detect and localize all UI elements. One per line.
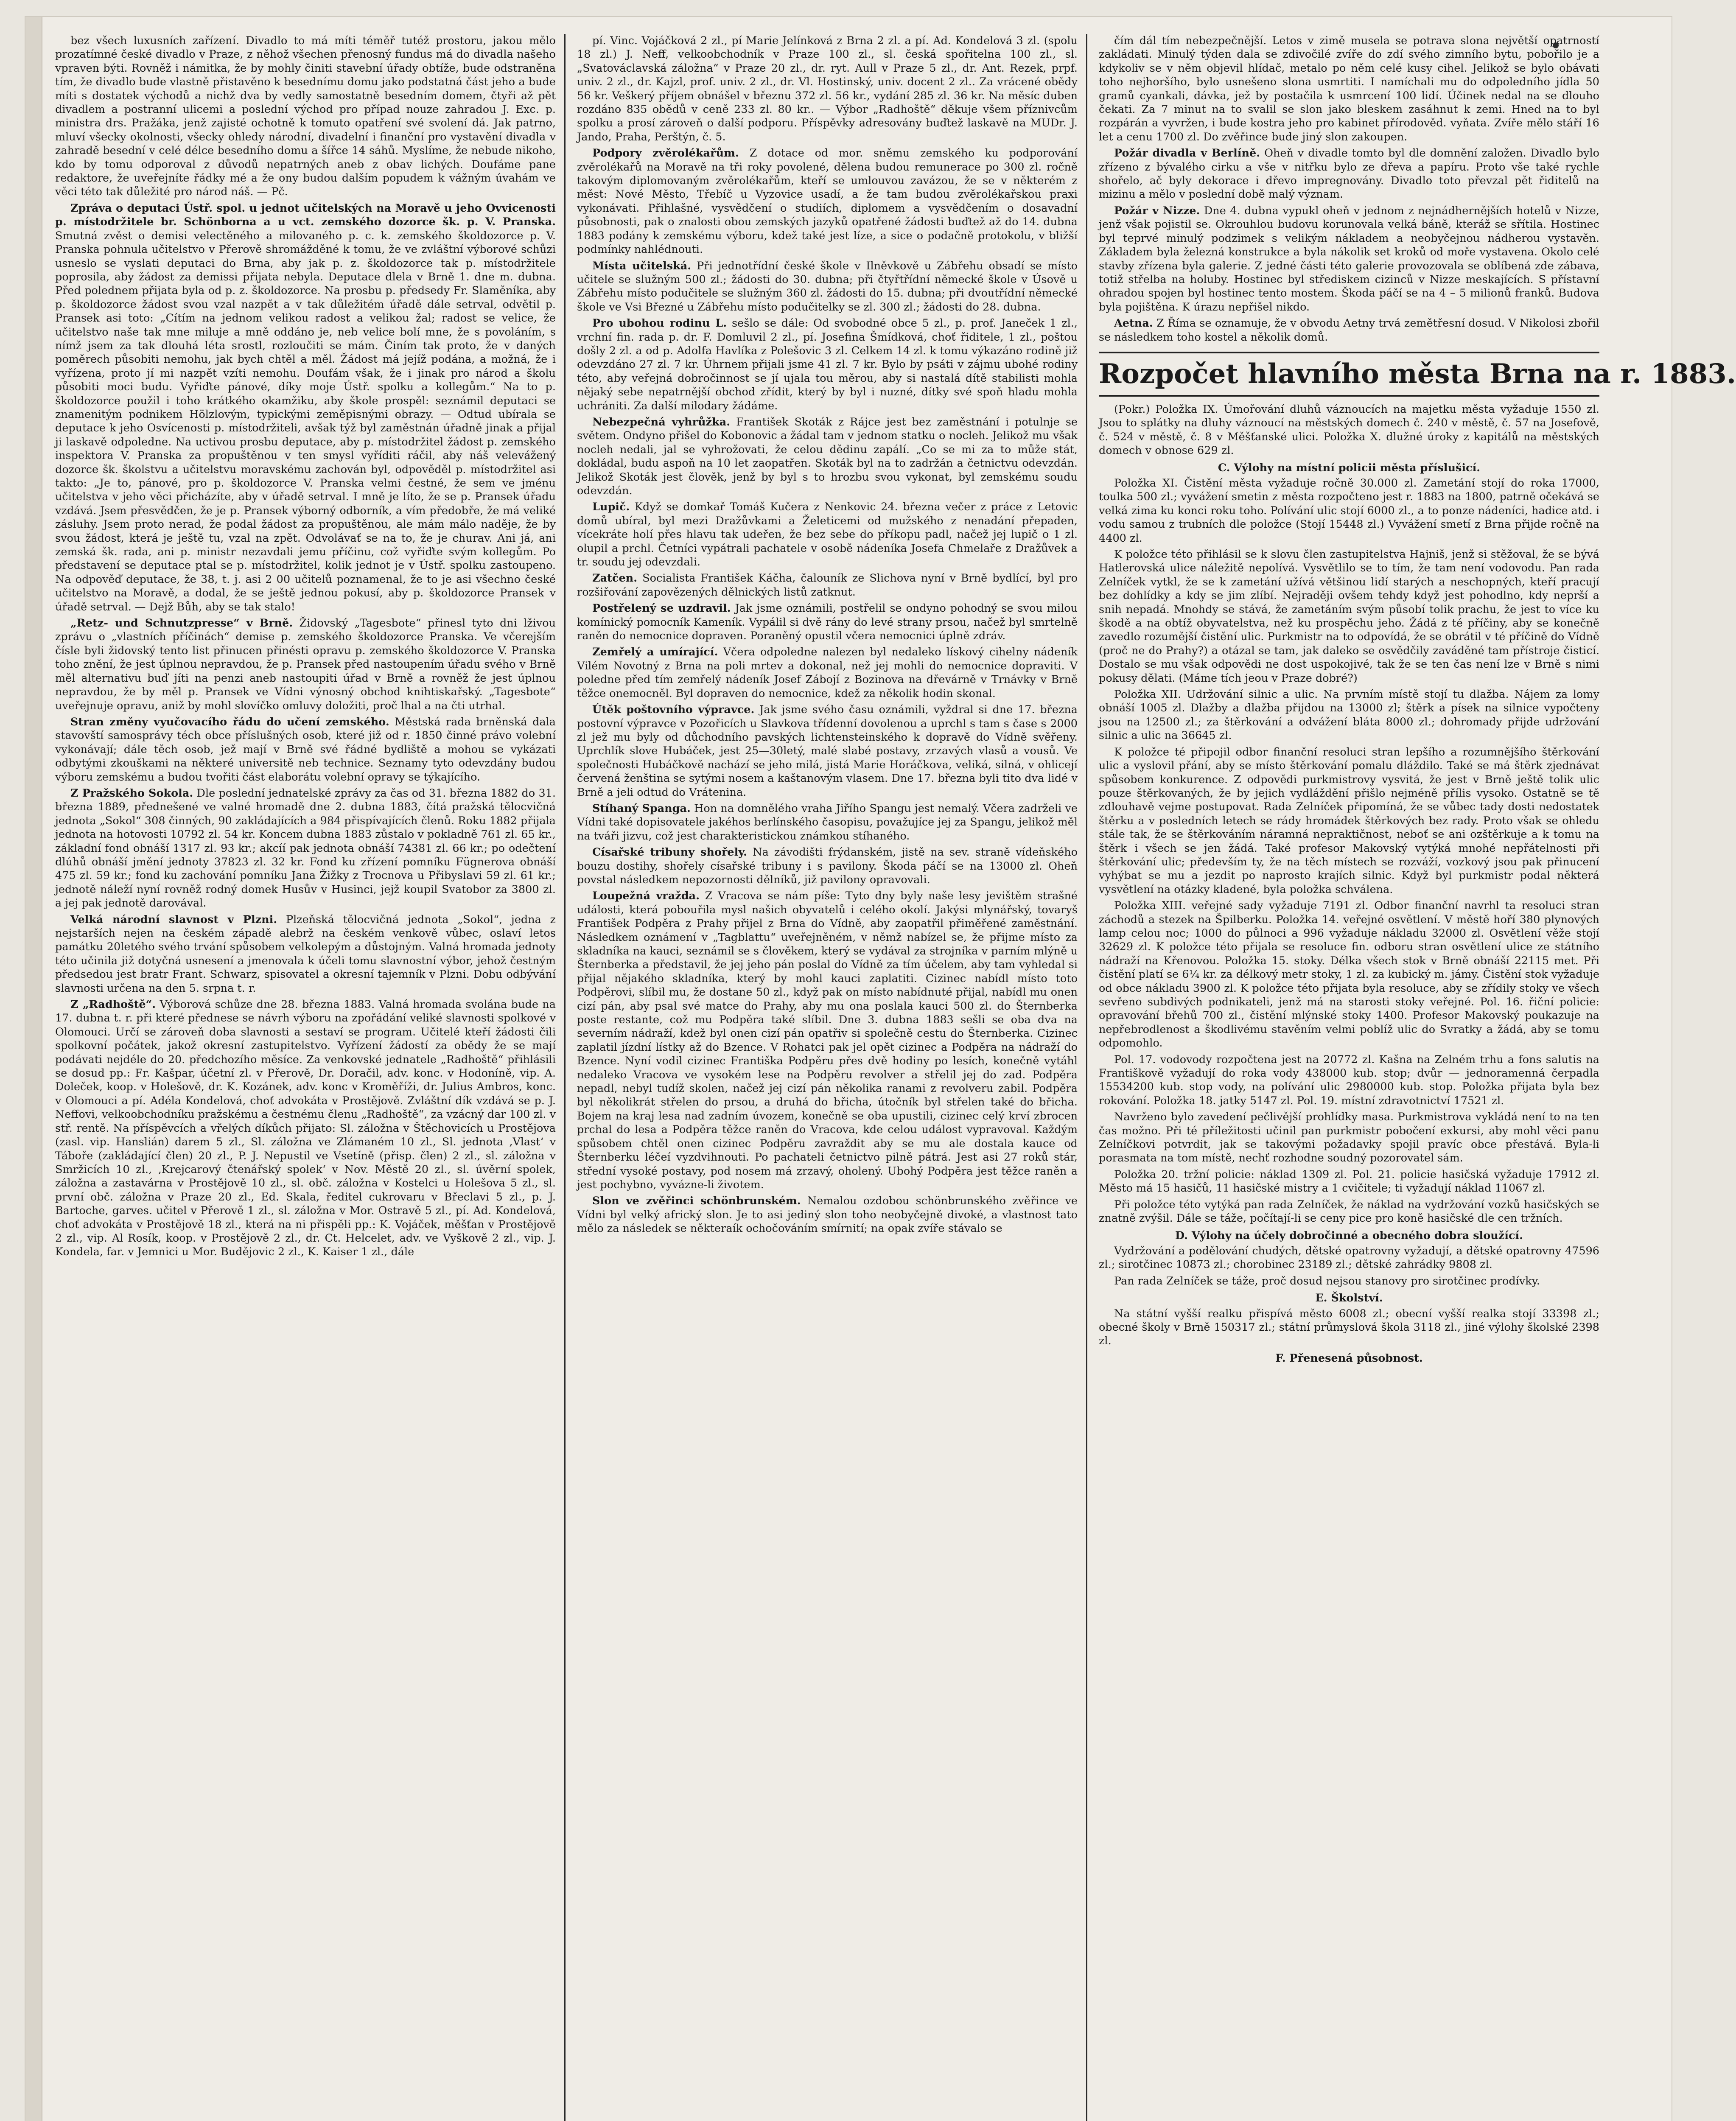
- article-body-text: Smutná zvěst o demisi velectěného a milovaného p. c. k. zemského školdozorce p. V. Pranska pohnula učitelstvo v Přerově shromážděné k tomu, že ve zvláštní výborové schůzi usneslo se vyslati deputaci do Brna, aby jak p. z. školdozorce tak p. místodržitele poprosila, aby žádost za demissi přijata nebyla. Deputace dlela v Brně 1. dne m. dubna. Před polednem přijata byla od p. z. školdozorce. Na prosbu p. předsedy Fr. Slaměníka, aby p. školdozorce žádost svou vzal nazpět a v tak důležitém úřadě dále setrval, odvětil p. Pransek asi toto: „Cítím na jednom velikou radost a velikou žal; radost se velice, že učitelstvo naše tak mne miluje a mně oddáno je, neb velice bolí mne, že s povoláním, s nímž jsem za tak dlouhá léta srostl, rozloučiti se mám. Činím tak proto, že v daných poměrech působiti nemohu, jak bych chtěl a měl. Žádost má jejíž podána, a možná, že i vyřízena, proto jí mi nazpět vzíti nemohu. Doufám však, že i jinak pro národ a školu působiti moci budu. Vyřiďte pánové, díky moje Ústř. spolku a kollegům.“ Na to p. školdozorce použil i toho krátkého okamžiku, aby škole prospěl: seznámil deputaci se znamenitým podnikem Hölzlovým, typickými zeměpisnými obrazy. — Odtud ubírala se deputace k jeho Osvícenosti p. místodržiteli, avšak týž byl zaměstnán úřadně jinak a přijal ji laskavě odpoledne. Na uctivou prosbu deputace, aby p. místodržitel žádost p. zemského inspektora V. Pranska za propuštěnou v ten smysl vyříditi ráčil, aby náš velevážený dozorce šk. školstvu a učitelstvu moravskému zachován byl, odpověděl p. místodržitel asi takto: „Je to, pánové, pro p. školdozorce V. Pranska velmi čestné, že sem ve jménu učitelstva v jeho věci přicházíte, aby v úřadě setrval. I mně je líto, že se p. Pransek úřadu vzdává. Jsem přesvědčen, že je p. Pransek výborný odborník, a vím předobře, že má veliké zásluhy. Jsem proto nerad, že podal žádost za propuštěnou, ale mám málo naděje, že by svou žádost, která je ještě tu, vzal na zpět. Odvolávať se na to, že je churav. Ani já, ani zemská šk. rada, ani p. ministr nezavdali jemu příčinu, což vyřiďte svým kollegům. Po představení se deputace ptal se p. místodržitel, kolik jednot je v Ústř. spolku zastoupeno. Na odpověď deputace, že 38, t. j. asi 2 00 učitelů poznamenal, že to je asi všechno české učitelstvo na Moravě, a dodal, že se ještě jednou pokusí, aby p. školdozorce Pransek v úřadě setrval. — Dejž Bůh, aby se tak stalo!: [55, 229, 556, 613]
- article-headline: Zpráva o deputaci Ústř. spol. u jednot učitelských na Moravě u jeho Ovvicenosti p. místodržitele br. Schönborna a u vct. zemského dozorce šk. p. V. Pranska.: [55, 201, 556, 229]
- article-body-text: (Pokr.) Položka IX. Úmořování dluhů váznoucích na majetku města vyžaduje 1550 zl. Jsou to splátky na dluhy váznoucí na městských domech č. 240 v městě, č. 57 na Josefově, č. 524 v městě, č. 8 v Měšťanské ulici. Položka X. dlužné úroky z kapitálů na městských domech v obnose 629 zl.: [1099, 403, 1599, 457]
- article-paragraph: [577, 34, 1078, 144]
- article-paragraph: [577, 500, 1078, 569]
- article-paragraph: [577, 645, 1078, 700]
- article-headline: Stran změny vyučovacího řádu do učení zemského.: [70, 715, 389, 728]
- article-headline: Lupič.: [592, 501, 630, 514]
- article-paragraph: [1099, 1244, 1599, 1272]
- article-body-text: sešlo se dále: Od svobodné obce 5 zl., p. prof. Janeček 1 zl., vrchní fin. rada p. dr. F. Domluvil 2 zl., pí. Josefina Šmídková, choť řiditele, 1 zl., poštou došly 2 zl. a od p. Adolfa Havlíka z Polešovic 3 zl. Celkem 14 zl. k tomu výkazáno rodině již odevzdáno 27 zl. 7 kr. Úhrnem přijali jsme 41 zl. 7 kr. Bylo by psáti v zájmu ubohé rodiny této, aby veřejná dobročinnost se jí ujala tou měrou, aby si nastalá dítě stabilisti mohla nějaký sebe nepatrnější obchod zřídit, který by byl i nuzné, dítky své spoň hladu mohla uchrániti. Za další milodary žádáme.: [577, 317, 1078, 412]
- article-body-text: Plzeňská tělocvičná jednota „Sokol“, jedna z nejstarších nejen na českém západě alebrž na českém venkově vůbec, oslaví letos památku 20letého svého trvání spůsobem velkolepým a důstojným. Valná hromada jednoty této učinila již dotyčná usnesení a jmenovala k účeli tomu slavnostní výbor, jehož čestným předsedou jest bratr Frant. Schwarz, spisovatel a okresní tajemník v Plzni. Dobu odbývání slavnosti určena na den 5. srpna t. r.: [55, 913, 556, 995]
- article-body-text: Navrženo bylo zavedení pečlivější prohlídky masa. Purkmistrova vykládá není to na ten čas možno. Při té příležitosti učinil pan purkmistr pobočení exkursi, aby mohl věci panu Zelníčkovi potvrdit, jak se takovými požadavky spojil pravíc obce přestává. Byla-li porasmata na tom místě, nechť rozhodne soudný pozorovatel sám.: [1099, 1111, 1599, 1165]
- article-headline: „Retz- und Schnutzpresse“ v Brně.: [70, 617, 293, 630]
- article-paragraph: [1099, 688, 1599, 743]
- column-divider-left: [564, 34, 566, 2121]
- article-body-text: Dle poslední jednatelské zprávy za čas od 31. března 1882 do 31. března 1889, přednešené ve valné hromadě dne 2. dubna 1883, čítá pražská tělocvičná jednota „Sokol“ 308 činných, 90 zakládajících a 984 přispívajících členů. Roku 1882 přijala jednota na hotovosti 10792 zl. 54 kr. Koncem dubna 1883 zůstalo v pokladně 761 zl. 65 kr., základní fond obnáší 1317 zl. 93 kr.; akcíí pak jednota obnáší 74381 zl. 66 kr.; po odečtení dlúhů obnáší jmění jednoty 37823 zl. 32 kr. Fond ku zřízení pomníku Fügnerova obnáší 475 zl. 59 kr.; fond ku zachování pomníku Jana Žižky z Trocnova u Přibyslavi 59 zl. 61 kr.; jednotě náleží nyní rovněž rodný domek Husův v Husinci, jejž koupil Svatobor za 3800 zl. a jej pak jednotě darovával.: [55, 786, 556, 910]
- article-paragraph: [577, 415, 1078, 498]
- column-divider-right: [1086, 34, 1087, 2121]
- article-paragraph: [1099, 204, 1599, 314]
- article-headline: Požár divadla v Berlíně.: [1114, 147, 1260, 160]
- article-body-text: Hon na domnělého vraha Jiřího Spangu jest nemalý. Včera zadrželi ve Vídni také dopisovatele jakéhos berlínského časopisu, považujíce jej za Spangu, jelikož měl na tváři jizvu, což jest charakteristickou známkou stíhaného.: [577, 802, 1078, 842]
- article-body-text: čím dál tím nebezpečnější. Letos v zimě musela se potrava slona největší opatrností zakládati. Minulý týden dala se zdivočilé zvíře do zdí svého zimního bytu, pobořilo je a kdykoliv se v něm objevil hlídač, metalo po něm celé kusy cihel. Jelikož se bylo obávati toho nejhoršího, bylo usnešeno slona usmrtiti. I namíchali mu do odpoledního jídla 50 gramů cyankali, dávka, jež by postačila k usmrcení 100 lidí. Účinek nedal na se dlouho čekati. Za 7 minut na to svalil se slon jako bleskem zasáhnut k zemi. Hned na to byl rozpárán a vyvržen, i bude kostra jeho pro kabinet přírodověd. vyňata. Zvíře mělo stáří 16 let a cenu 1700 zl. Do zvěřince bude jiný slon zakoupen.: [1099, 34, 1599, 143]
- article-paragraph: [1099, 1110, 1599, 1165]
- column-middle: [577, 34, 1078, 2121]
- article-paragraph: [577, 259, 1078, 314]
- article-body-text: K položce té připojil odbor finanční resoluci stran lepšího a rozumnějšího štěrkování ulic a vyslovil přání, aby se místo štěrkování pomalu dláždilo. Také se má štěrk zjednávat spůsobem konkurence. Z odpovědi purkmistrovy vysvitá, že jest v Brně ještě tolik ulic pouze štěrkovaných, že by jejich vydláždění přišlo nejméně přílis vysoko. Ostatně se tě zdlouhavě vejme postupovat. Rada Zelníček připomíná, že se vůbec tady dosti nedostatek štěrku a v posledních letech se rády hromádek štěrkových bez rady. Proto však se ohledu stále tak, že se štěrkováním náramná nepraktičnost, neboť se ani ozštěrkuje a k tomu na štěrk i všech se jen žádá. Také profesor Makovský vytýká mnohé nepřátelnosti při štěrkování ulic; především ty, že na těch místech se rozváží, vozkový jsou pak přinucení vyhýbat se mu a jezdit po naprosto krajích silnic. Když byl purkmistr podal některá vysvětlení na otázky kladené, byla položka schválena.: [1099, 745, 1599, 896]
- article-paragraph: [1099, 548, 1599, 685]
- article-paragraph: [577, 802, 1078, 843]
- article-body-text: Při položce této vytýká pan rada Zelníček, že náklad na vydržování vozků hasičských se znatně zvýšil. Dále se táže, počítají-li se ceny pice pro koně hasičské dle cen tržních.: [1099, 1198, 1599, 1225]
- article-paragraph: [577, 316, 1078, 413]
- article-paragraph: [1099, 1198, 1599, 1226]
- article-headline: Velká národní slavnost v Plzni.: [70, 913, 277, 926]
- article-paragraph: [1099, 899, 1599, 1050]
- article-paragraph: [577, 602, 1078, 643]
- article-body-text: Výborová schůze dne 28. března 1883. Valná hromada svolána bude na 17. dubna t. r. při které přednese se návrh výboru na zpořádání veliké slavnosti spolkové v Olomouci. Určí se zároveň doba slavnosti a sestaví se program. Učitelé kteří žádosti čili spolkovní počátek, jakož okresní zastupitelstvo. Vyřízení žádostí za obědy že se mají podávati nejdéle do 20. předchozího měsíce. Za venkovské jednatele „Radhoště“ přihlásili se dosud pp.: Fr. Kašpar, účetní zl. v Přerově, Dr. Doračil, adv. konc. v Hodoníně, vip. A. Doleček, koop. v Holešově, dr. K. Kozánek, adv. konc v Kroměříži, dr. Julius Ambros, konc. v Olomouci a pí. Adéla Kondelová, choť advokáta v Prostějově. Zvláštní dík vzdává se p. J. Neffovi, velkoobchodníku pražskému a čestnému členu „Radhoště“, za vzácný dar 100 zl. v stř. rentě. Na příspěvcích a vřelých díkůch přijato: Sl. záložna v Štěchovicích u Prostějova (zasl. vip. Hanslián) darem 5 zl., Sl. záložna ve Zlámaném 10 zl., Sl. jednota ‚Vlast‘ v Táboře (zakládající člen) 20 zl., P. J. Nepustil ve Vsetíně (přisp. člen) 2 zl., sl. záložna v Smržicích 10 zl., ‚Krejcarový čtenářský spolek‘ v Nov. Městě 20 zl., sl. úvěrní spolek, záložna a zastavárna v Prostějově 10 zl., sl. obč. záložna v Kostelci u Holešova 5 zl., sl. první obč. záložna v Praze 20 zl., Ed. Skala, ředitel cukrovaru v Břeclavi 5 zl., p. J. Bartoche, garves. učitel v Přerově 1 zl., sl. záložna v Mor. Ostravě 5 zl., pí. Ad. Kondelová, choť advokáta v Prostějově 18 zl., která na ni přispěli pp.: K. Vojáček, měšťan v Prostějově 2 zl., vip. Al Rosík, koop. v Prostějově 2 zl., dr. Ct. Helcelet, adv. ve Vyškově 2 zl., vip. J. Kondela, far. v Jemnici u Mor. Budějovic 2 zl., K. Kaiser 1 zl., dále: [55, 998, 556, 1259]
- article-body-text: Jak jsme oznámili, postřelil se ondyno pohodný se svou milou komínický pomocník Kameník. Vypálil si dvě rány do levé strany prsou, načež byl smrtelně raněn do nemocnice dopraven. Poraněný opustil včera nemocnici úplně zdráv.: [577, 602, 1078, 643]
- article-body-text: Na závodišti frýdanském, jistě na sev. straně vídeňského bouzu dostihy, shořely císařské tribuny i s pavilony. Škoda páčí se na 13000 zl. Oheň povstal následkem nepozornosti dělníků, již pavilony opravovali.: [577, 846, 1078, 886]
- article-body-text: Nemalou ozdobou schönbrunského zvěřince ve Vídni byl velký africký slon. Je to asi jediný slon toho neobyčejně divoké, a vlastnost tato mělo za následek se některaík ochočováním smírnití; na opak zvíře stávalo se: [577, 1195, 1078, 1235]
- article-body-text: Z Vracova se nám píše: Tyto dny byly naše lesy jevištěm strašné události, která pobouřila mysl našich obyvatelů i celého okolí. Jakýsi mlynářský, tovaryš František Podpěra z Prahy přijel z Brna do Vídně, aby zaopatřil přiměřené zaměstnání. Následkem oznámení v „Tagblattu“ uveřejněném, v němž nabízel se, že přijme místo za skladníka na kauci, seznámil se s člověkem, který se vydával za strojníka v parním mlýně u Šternberka a představil, že jej jeho pán poslal do Vídně za tím účelem, aby tam vyhledal si přijal nějakého skladníka, který by mohl kauci zaplatiti. Cizinec nabídl místo toto Podpěrovi, slíbil mu, že dostane 50 zl., když pak on místo nabídnuté přijal, nabídl mu onen cizí pán, aby psal své matce do Prahy, aby mu ona poslala kauci 500 zl. do Šternberka poste restante, což mu Podpěra také slíbil. Dne 3. dubna 1883 sešli se oba dva na severním nádraží, kdež byl onen cizí pán opatřiv si společně cestu do Šternberka. Cizinec zaplatil jízdní lístky až do Bzence. V Rohatci pak jel opět cizinec a Podpěra na nádraží do Bzence. Nyní vodil cizinec Františka Podpěru přes dvě hodiny po lesích, konečně vytáhl nedaleko Vracova ve vysokém lese na Podpěru revolver a střelil jej do zad. Podpěra nepadl, nebyl tudíž skolen, načež jej cizí pán několika ranami z revolveru zabil. Podpěra byl několikrát střelen do prsou, a druhá do břicha, útočník byl střelen také do břicha. Bojem na kraj lesa nad zadním úvozem, konečně se oba upustili, cizinec celý krví zbrocen prchal do lesa a Podpěra těžce raněn do Vracova, kde celou událost vypravoval. Každým spůsobem chtěl onen cizinec Podpěru zavraždit aby se mu ale dostala kauce od Šternberku léčeí vyzdvihnouti. Po pachateli četnictvo pilně pátrá. Jest asi 27 roků stár, střední vysoké postavy, pod nosem má zrzavý, oholený. Ubohý Podpěra jest těžce raněn a jest pochybno, vyvázne-li životem.: [577, 890, 1078, 1191]
- article-body-text: Na státní vyšší realku přispívá město 6008 zl.; obecní vyšší realka stojí 33398 zl.; obecné školy v Brně 150317 zl.; státní průmyslová škola 3118 zl., jiné výlohy školské 2398 zl.: [1099, 1307, 1599, 1348]
- article-body-text: Z dotace od mor. sněmu zemského ku podporování zvěrolékařů na Moravě na tři roky povolené, dělena budou remunerace po 300 zl. ročně takovým diplomovaným zvěrolékařům, kteří se umlouvou zavázou, že se v některém z měst: Nové Město, Třebíč u Vyzovice usadí, a že tam budou zvěrolékařskou praxi vykonávati. Přihlašné, vysvědčení o studiích, diplomem a vysvědčením o dosavadní působnosti, pak o znalosti obou zemských jazyků opatřené žádosti buďtež až do 14. dubna 1883 podány k zemskému výboru, kdež také jest líze, a sice o podačně protokolu, v bližší podmínky nahlédnouti.: [577, 147, 1078, 256]
- article-headline: Místa učitelská.: [592, 259, 692, 272]
- article-paragraph: [1099, 745, 1599, 896]
- article-body-text: Položka XIII. veřejné sady vyžaduje 7191 zl. Odbor finanční navrhl ta resoluci stran záchodů a stezek na Špilberku. Položka 14. veřejné osvětlení. V městě hoří 380 plynových lamp celou noc; 1000 do půlnoci a 996 vyžaduje nákladu 32000 zl. Osvětlení věže stojí 32629 zl. K položce této přijala se resoluce fin. odboru stran osvětlení ulice ze státního nádraží na Křenovou. Položka 15. stoky. Délka všech stok v Brně obnáší 22115 met. Při čistění platí se 6¼ kr. za délkový metr stoky, 1 zl. za kubický m. jámy. Čistění stok vyžaduje od obce nákladu 3900 zl. K položce této přijata byla resoluce, aby se zřídily stoky ve všech sevřeno subdivých podnikateli, jenž má na starosti stoky veřejné. Pol. 16. řiční policie: opravování břehů 700 zl., čistění mlýnské stoky 1400. Profesor Makovský poukazuje na nepřebrodlenost a škodlivému stavěním velmi poblíž ulic do Svratky a žádá, aby se tomu odpomohlo.: [1099, 899, 1599, 1050]
- article-body-text: Vydržování a podělování chudých, dětské opatrovny vyžadují, a dětské opatrovny 47596 zl.; sirotčinec 10873 zl.; chorobinec 23189 zl.; dětské zahrádky 9808 zl.: [1099, 1244, 1599, 1271]
- article-paragraph: [577, 1194, 1078, 1235]
- article-paragraph: [1099, 1307, 1599, 1348]
- article-body-text: pí. Vinc. Vojáčková 2 zl., pí Marie Jelínková z Brna 2 zl. a pí. Ad. Kondelová 3 zl. (spolu 18 zl.) J. Neff, velkoobchodník v Praze 100 zl., sl. česká spořitelna 100 zl., sl. „Svatováclavská záložna“ v Praze 20 zl., dr. ryt. Aull v Praze 5 zl., dr. Ant. Rezek, prpf. univ. 2 zl., dr. Kajzl, prof. univ. 2 zl., dr. Vl. Hostinský, univ. docent 2 zl.. Za vrácené obědy 56 kr. Veškerý příjem obnášel v březnu 372 zl. 56 kr., vydání 285 zl. 36 kr. Na měsíc duben rozdáno 835 obědů v ceně 233 zl. 80 kr.. — Výbor „Radhoště“ děkuje všem příznivcům spolku a prosí zároveň o další podporu. Příspěvky adresovány buďtež laskavě na MUDr. J. Jando, Praha, Perštýn, č. 5.: [577, 34, 1078, 143]
- article-headline: Postřelený se uzdravil.: [592, 602, 731, 615]
- article-headline: Útěk poštovního výpravce.: [592, 703, 755, 716]
- article-headline: Nebezpečná vyhrůžka.: [592, 415, 731, 428]
- article-body-text: Položka XI. Čistění města vyžaduje ročně 30.000 zl. Zametání stojí do roka 17000, toulka 500 zl.; vyvážení smetin z města rozpočteno jest r. 1883 na 1800, patrně očekává se velká zima ku konci roku toho. Polívání ulic stojí 6000 zl., a to ponze nádeníci, hadice atd. i vodu samou z trubních dle položce (Stojí 15448 zl.) Vyvážení smetí z Brna přijde ročně na 4400 zl.: [1099, 476, 1599, 545]
- article-body-text: František Skoták z Rájce jest bez zaměstnání i potulnje se světem. Ondyno přišel do Kobonovic a žádal tam v jednom statku o nocleh. Jelikož mu však nocleh nedali, jal se vyhrožovati, že celou dědinu zapálí. „Co se mi za to může stát, dokládal, budu aspoň na 10 let zaopatřen. Skoták byl na to zadržán a četnictvu odevzdán. Jelikož Skoták jest člověk, jenž by byl s to hrozbu svou vykonat, byl zemskému soudu odevzdán.: [577, 415, 1078, 497]
- article-paragraph: [55, 998, 556, 1259]
- article-paragraph: [577, 703, 1078, 799]
- article-paragraph: [577, 845, 1078, 887]
- article-paragraph: [55, 786, 556, 910]
- article-paragraph: [1099, 1168, 1599, 1195]
- article-paragraph: [1099, 1053, 1599, 1108]
- section-heading: D. Výlohy na účely dobročinné a obecného dobra sloužící.: [1175, 1229, 1523, 1242]
- section-heading: E. Školství.: [1315, 1292, 1383, 1305]
- section-heading: C. Výlohy na místní policii města příslušicí.: [1218, 461, 1481, 474]
- article-body-text: Z Říma se oznamuje, že v obvodu Aetny trvá zemětřesní dosud. V Nikolosi zbořil se následkem toho kostel a několik domů.: [1099, 317, 1599, 344]
- article-body-text: bez všech luxusních zařízení. Divadlo to má míti téměř tutéž prostoru, jakou mělo prozatímné české divadlo v Praze, z něhož všechen přenosný fundus má do divadla našeho vpraven býti. Rovněž i námitka, že by mohly činiti stavební úřady obtíže, bude odstraněna tím, že divadlo bude vlastně přistavěno k besednímu domu jako podstatná část jeho a bude míti s dostatek východů a nichž dva by vedly samostatně besedním domem, čtyři až pět divadlem a postranní ulicemi a poslední východ pro případ nouze zahradou J. Exc. p. ministra drs. Pražáka, jenž zajisté ochotně k tomuto opatření své svolení dá. Jak patrno, mluví všecky okolnosti, všecky ohledy národní, divadelní i finanční pro vystavění divadla v zahradě besední v celé délce besedního domu a šířce 14 sáhů. Myslíme, že nebude nikoho, kdo by tomu odporoval z důvodů nepatrných aneb z obav lichých. Doufáme pane redaktore, že uveřejníte řádky mé a že ony budou dalším popudem k vážným úvahám ve věci této tak důležité pro národ náš. — Pč.: [55, 34, 556, 199]
- article-paragraph: [55, 201, 556, 614]
- article-body-text: Městská rada brněnská dala stavovští samosprávy téch obce příslušných osob, které již od r. 1850 činné právo volební vykonávají; dále těch osob, jež mají v Brně své řádné bydliště a mohou se vykázati odbytými zkouškami na některé universitě neb technice. Seznamy tyto odevzdány budou výboru zemskému a budou tvořiti část elaborátu volební opravy se týkajícího.: [55, 715, 556, 783]
- article-body-text: Pan rada Zelníček se táže, proč dosud nejsou stanovy pro sirotčinec prodívky.: [1114, 1274, 1540, 1287]
- article-paragraph: [1099, 316, 1599, 344]
- article-paragraph: [1099, 403, 1599, 458]
- article-body-text: K položce této přihlásil se k slovu člen zastupitelstva Hajniš, jenž si stěžoval, že se bývá Hatlerovská ulice náležitě nepolívá. Vysvětlilo se to tím, že tam není vodovodu. Pan rada Zelníček vytkl, že se k zametání užívá většinou lidí starých a neschopných, kteří pracují bez dohlídky a kdy se jim zlíbí. Nejraději ovšem tehdy když jest pohodlno, kdy neprší a snih nepadá. Mnohdy se stává, že zametáním svým působí tolik prachu, že jest to více ku škodě a na obtíž obyvatelstva, než ku prospěchu jeho. Žádá z té příčiny, aby se konečně zavedlo rozumější čistění ulic. Purkmistr na to odpovídá, že se obrátil v té příčině do Vídně (proč ne do Prahy?) a otázal se tam, jak daleko se osvědčily zaváděné tam přístroje čisticí. Dostalo se mu však odpovědi ne dost uspokojivé, tak že se ten čas není lze v Brně s nimi pokusy dělati. (Máme tích jeou v Praze dobré?): [1099, 548, 1599, 685]
- article-paragraph: [55, 34, 556, 199]
- newspaper-page: [25, 17, 1736, 2121]
- article-headline: Císařské tribuny shořely.: [592, 846, 748, 859]
- column-left: [55, 34, 556, 2121]
- article-body-text: Židovský „Tagesbote“ přinesl tyto dni lživou zprávu o „vlastních příčinách“ demise p. zemského školdozorce Pranska. Ve včerejším čísle byli židovský tento list přinucen přinésti opravu p. zemského školdozorce V. Pranska toho znění, že jest úplnou nepravdou, že p. Pransek před nastoupením úřadu svého v Brně měl alternativu buď jíti na penzi aneb nastoupiti úřad v Brně a rovněž že jest úplnou nepravdou, že by měl p. Pransek ve Vídni výnosný obchod knihtiskařský. „Tagesbote“ uveřejnuje opravu, aniž by mohl slovíčko omluvy doložiti, proč lhal a na čti utrhal.: [55, 617, 556, 712]
- article-paragraph: [1099, 34, 1599, 144]
- article-headline: Podpory zvěrolékařům.: [592, 147, 739, 160]
- article-body-text: Položka XII. Udržování silnic a ulic. Na prvním místě stojí tu dlažba. Nájem za lomy obnáší 1005 zl. Dlažby a dlažba přijdou na 13000 zl; štěrk a písek na silnice vypočteny jsou na 12500 zl.; za štěrkování a odvážení bláta 8000 zl.; dohromady přijde udržování silnic a ulic na 36645 zl.: [1099, 688, 1599, 742]
- article-headline: Pro ubohou rodinu L.: [592, 317, 727, 330]
- budget-article-title: Rozpočet hlavního města Brna na r. 1883.: [1099, 352, 1599, 397]
- article-paragraph: [1099, 1274, 1599, 1288]
- section-heading: F. Přenesená působnost.: [1275, 1352, 1423, 1365]
- article-paragraph: [577, 146, 1078, 256]
- article-body-text: Pol. 17. vodovody rozpočtena jest na 20772 zl. Kašna na Zelném trhu a fons salutis na Františkově vyžadují do roka vody 438000 kub. stop; dvůr — jednoramenná čerpadla 15534200 kub. stop vody, na polívání ulic 2980000 kub. stop. Položka přijata byla bez rokování. Položka 18. jatky 5147 zl. Pol. 19. místní zdravotnictví 17521 zl.: [1099, 1053, 1599, 1107]
- article-headline: Stíhaný Spanga.: [592, 802, 691, 815]
- article-paragraph: [577, 889, 1078, 1192]
- article-body-text: Při jednotřídní české škole v Ilněvkově u Zábřehu obsadí se místo učitele se služným 500 zl.; žádosti do 30. dubna; při čtyřtřídní německé škole v Úsově u Zábřehu místo podučitele se služným 360 zl. žádosti do 15. dubna; při dvoutřídní německé škole ve Vsi Březné u Zábřehu místo podučitelky se zl. 300 zl.; žádosti do 28. dubna.: [577, 259, 1078, 313]
- article-paragraph: [55, 913, 556, 995]
- article-body-text: Socialista František Káčha, čalouník ze Slichova nyní v Brně bydlící, byl pro rozšiřování zapovězených dělnických listů zatknut.: [577, 572, 1078, 599]
- article-paragraph: [1099, 146, 1599, 201]
- article-headline: Z Pražského Sokola.: [70, 786, 193, 800]
- article-headline: Požár v Nizze.: [1114, 204, 1200, 217]
- article-headline: Aetna.: [1114, 317, 1153, 330]
- article-headline: Zemřelý a umírající.: [592, 646, 718, 659]
- article-paragraph: [55, 616, 556, 713]
- article-paragraph: [577, 571, 1078, 599]
- article-headline: Loupežná vražda.: [592, 890, 700, 903]
- article-headline: Zatčen.: [592, 572, 638, 585]
- article-paragraph: [55, 715, 556, 784]
- article-headline: Z „Radhoště“.: [70, 998, 156, 1011]
- page-binding-edge: [25, 17, 42, 2121]
- article-body-text: Oheň v divadle tomto byl dle domnění založen. Divadlo bylo zřízeno z bývalého cirku a vše v nitřku bylo ze dřeva a papíru. Proto vše také rychle shořelo, ač byly dekorace i dřevo impregnovány. Divadlo toto převzal pět řiditelů na mizinu a mělo v poslední době malý význam.: [1099, 147, 1600, 201]
- article-body-text: Položka 20. tržní policie: náklad 1309 zl. Pol. 21. policie hasičská vyžaduje 17912 zl. Město má 15 hasičů, 11 hasičské mistry a 1 cvičitele; ti vyžadují náklad 11067 zl.: [1099, 1168, 1599, 1195]
- article-body-text: Jak jsme svého času oznámili, vyždral si dne 17. března postovní výpravce v Pozořicích u Slavkova třídenní dovolenou a uprchl s tam s čase s 2000 zl jež mu byly od důchodního pavských lichtensteinského k dopravě do Vídně svěřeny. Uprchlík slove Hubáček, jest 25—30letý, malé slabé postavy, zrzavých vlasů a vousů. Ve společnosti Hubáčkově nachází se jeho milá, jistá Marie Horáčkova, veliká, silná, v ohlicejí červená ženština se sytými nosem a kaštanovým vlasem. Dne 17. března byli tito dva lidé v Brně a jeli odtud do Vrátenina.: [577, 703, 1078, 799]
- article-body-text: Včera odpoledne nalezen byl nedaleko lískový cihelny nádeník Vilém Novotný z Brna na poli mrtev a dokonal, než jej mohli do nemocnice dopraviti. V poledne před tím zemřelý nádeník Josef Zábojí z Bozinova na dřevárně v Trnávky v Brně těžce onemocněl. Byl dopraven do nemocnice, kdež za několik hodin skonal.: [577, 646, 1078, 700]
- article-body-text: Když se domkař Tomáš Kučera z Nenkovic 24. března večer z práce z Letovic domů ubíral, byl mezi Dražůvkami a Želeticemi od mužského z nenadání přepaden, vícekráte holí přes hlavu tak udeřen, že bez sebe do příkopu padl, načež jej lupič o 1 zl. olupil a prchl. Četníci vypátrali pachatele v osobě nádeníka Josefa Chmelaře z Dražůvek a tr. soudu jej odevzdali.: [577, 501, 1078, 569]
- article-body-text: Dne 4. dubna vypukl oheň v jednom z nejnádhernějších hotelů v Nizze, jenž však pojistil se. Okrouhlou budovu korunovala velká báně, kteráž se sřítila. Hostinec byl teprvé minulý podzimek s velikým nákladem a neobyčejnou nádherou vystavěn. Základem byla železná konstrukce a byla nákolik set kroků od moře vystavena. Okolo celé stavby zřízena byla galerie. Z jedné části této galerie provozovala se oblíbená zde zábava, totiž střelba na holuby. Hostinec byl střediskem cizinců v Nizze meskajících. S přístavní ohradou spojen byl hostinec tento mostem. Škoda páčí se na 4 – 5 milionů franků. Budova byla pojištěna. K úrazu nepřišel nikdo.: [1099, 204, 1599, 313]
- article-headline: Slon ve zvěřinci schönbrunském.: [592, 1195, 801, 1208]
- article-paragraph: [1099, 476, 1599, 545]
- column-right: [1099, 34, 1736, 2121]
